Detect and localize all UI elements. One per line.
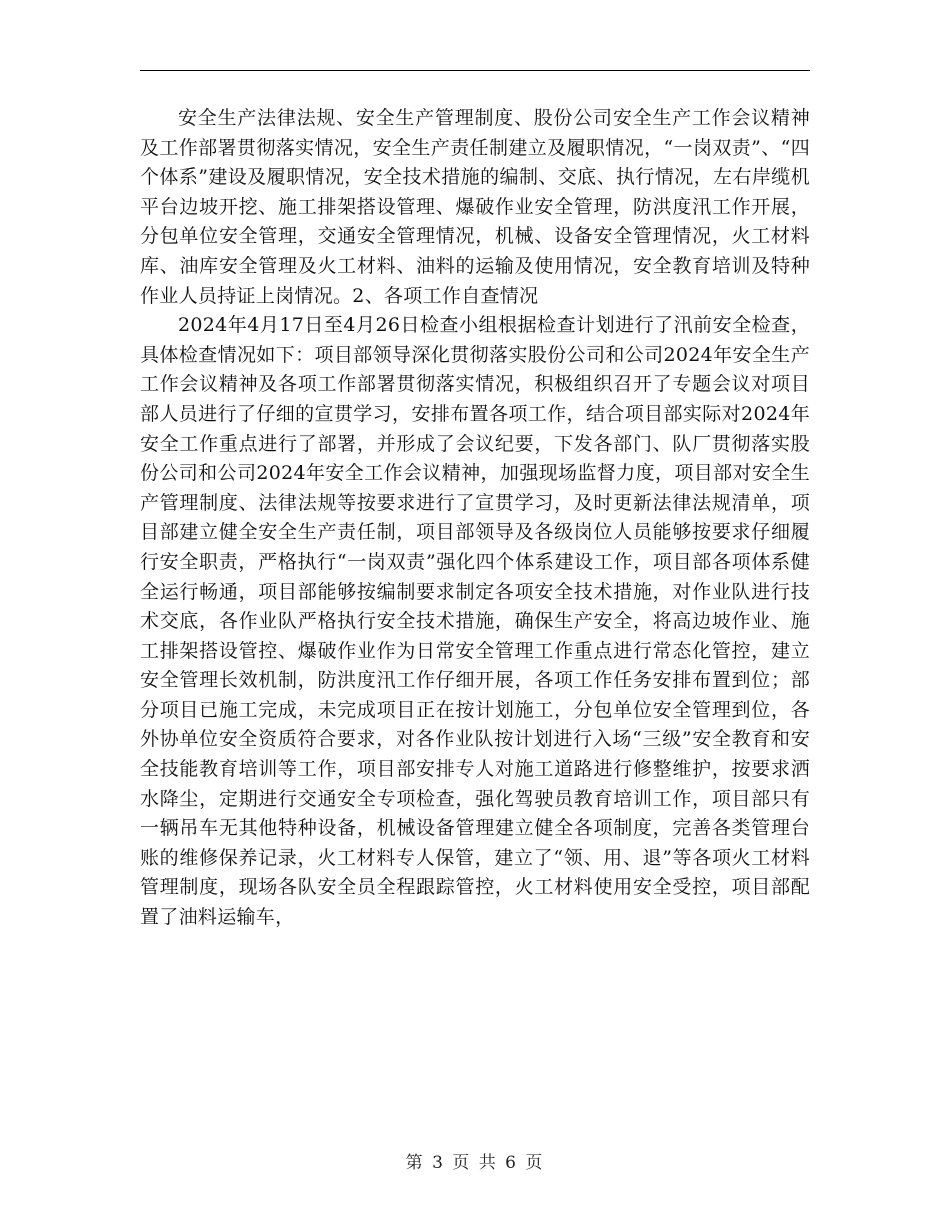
document-body [140, 104, 810, 933]
header-rule [140, 70, 810, 71]
page-number: 第 3 页 共 6 页 [405, 1153, 545, 1173]
paragraph-self-inspection: 2024年4月17日至4月26日检查小组根据检查计划进行了汛前安全检查，具体检查情况如下：项目部领导深化贯彻落实股份公司和公司2024年安全生产工作会议精神及各项工作部署贯彻落实情况，积极组织召开了专题会议对项目部人员进行了仔细的宣贯学习，安排布置各项工作，结合项目部实际对2024年安全工作重点进行了部署，并形成了会议纪要，下发各部门、队厂贯彻落实股份公司和公司2024年安全工作会议精神，加强现场监督力度，项目部对安全生产管理制度、法律法规等按要求进行了宣贯学习，及时更新法律法规清单，项目部建立健全安全生产责任制，项目部领导及各级岗位人员能够按要求仔细履行安全职责，严格执行“一岗双责”强化四个体系建设工作，项目部各项体系健全运行畅通，项目部能够按编制要求制定各项安全技术措施，对作业队进行技术交底，各作业队严格执行安全技术措施，确保生产安全，将高边坡作业、施工排架搭设管控、爆破作业作为日常安全管理工作重点进行常态化管控，建立安全管理长效机制，防洪度汛工作仔细开展，各项工作任务安排布置到位；部分项目已施工完成，未完成项目正在按计划施工，分包单位安全管理到位，各外协单位安全资质符合要求，对各作业队按计划进行入场“三级”安全教育和安全技能教育培训等工作，项目部安排专人对施工道路进行修整维护，按要求洒水降尘，定期进行交通安全专项检查，强化驾驶员教育培训工作，项目部只有一辆吊车无其他特种设备，机械设备管理建立健全各项制度，完善各类管理台账的维修保养记录，火工材料专人保管，建立了“领、用、退”等各项火工材料管理制度，现场各队安全员全程跟踪管控，火工材料使用安全受控，项目部配置了油料运输车， [140, 314, 810, 929]
paragraph-inspection-scope: 安全生产法律法规、安全生产管理制度、股份公司安全生产工作会议精神及工作部署贯彻落实情况，安全生产责任制建立及履职情况，“一岗双责”、“四个体系”建设及履职情况，安全技术措施的编制、交底、执行情况，左右岸缆机平台边坡开挖、施工排架搭设管理、爆破作业安全管理，防洪度汛工作开展，分包单位安全管理，交通安全管理情况，机械、设备安全管理情况，火工材料库、油库安全管理及火工材料、油料的运输及使用情况，安全教育培训及特种作业人员持证上岗情况。2、各项工作自查情况 [140, 107, 810, 307]
